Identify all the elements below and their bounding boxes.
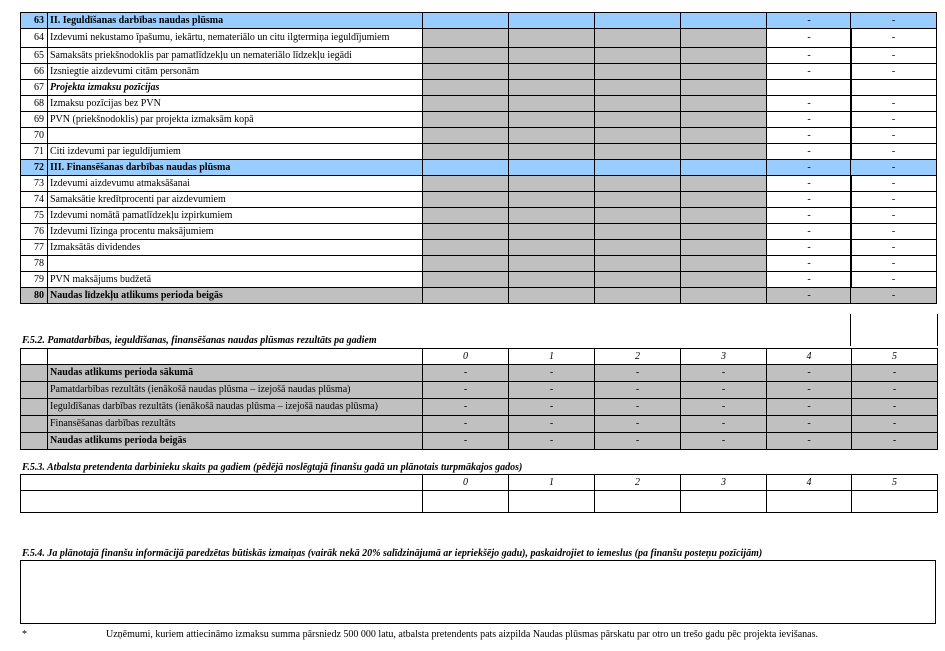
year-header: 2 <box>595 475 681 491</box>
row-label <box>48 128 423 144</box>
value-cell[interactable]: - <box>851 208 937 224</box>
value-cell[interactable] <box>681 80 767 96</box>
value-cell[interactable] <box>423 192 509 208</box>
year-header: 4 <box>767 475 852 491</box>
row-number <box>21 365 48 382</box>
value-cell[interactable]: - <box>767 416 852 433</box>
value-cell[interactable]: - <box>509 382 595 399</box>
table-row <box>851 80 937 96</box>
table-row <box>851 208 937 224</box>
f54-title: F.5.4. Ja plānotajā finanšu informācijā paredzētas būtiskās izmaiņas (vairāk nekā 20% salīdzinājumā ar iepriekšējo gadu), paskaidrojiet to iemeslus (pa finanšu posteņu pozīcijām) <box>22 548 763 559</box>
row-label: Izdevumi līzinga procentu maksājumiem <box>48 224 423 240</box>
value-cell[interactable] <box>595 112 681 128</box>
value-cell[interactable]: - <box>767 272 852 288</box>
value-cell[interactable] <box>595 224 681 240</box>
value-cell[interactable]: - <box>852 399 938 416</box>
value-cell[interactable] <box>423 224 509 240</box>
value-cell[interactable] <box>681 96 767 112</box>
value-cell[interactable] <box>595 13 681 29</box>
value-cell[interactable] <box>509 208 595 224</box>
value-cell[interactable] <box>509 176 595 192</box>
value-cell[interactable] <box>595 208 681 224</box>
value-cell[interactable] <box>509 64 595 80</box>
table-row <box>21 192 852 208</box>
value-cell[interactable] <box>595 144 681 160</box>
row-number: 74 <box>21 192 48 208</box>
value-cell[interactable] <box>681 272 767 288</box>
year-header: 0 <box>423 349 509 365</box>
table-row <box>851 192 937 208</box>
value-cell[interactable]: - <box>767 365 852 382</box>
row-number: 77 <box>21 240 48 256</box>
value-cell[interactable]: - <box>423 365 509 382</box>
table-row <box>21 365 938 382</box>
value-cell[interactable] <box>681 208 767 224</box>
row-label: Ieguldīšanas darbības rezultāts (ienākošā naudas plūsma – izejošā naudas plūsma) <box>48 399 423 416</box>
table-row <box>21 13 852 29</box>
value-cell[interactable] <box>509 96 595 112</box>
row-label: Samaksāts priekšnodoklis par pamatlīdzekļu un nemateriālo līdzekļu iegādi <box>48 48 423 64</box>
table-row <box>21 64 852 80</box>
value-cell[interactable] <box>509 288 595 304</box>
table-row <box>21 80 852 96</box>
value-cell[interactable]: - <box>851 192 937 208</box>
row-label: Izdevumi nomātā pamatlīdzekļu izpirkumiem <box>48 208 423 224</box>
value-cell[interactable] <box>681 128 767 144</box>
value-cell[interactable]: - <box>509 365 595 382</box>
table-row <box>21 256 852 272</box>
value-cell[interactable] <box>767 491 852 513</box>
value-cell[interactable] <box>423 80 509 96</box>
f52-title-right-box <box>850 314 938 346</box>
value-cell[interactable] <box>681 491 767 513</box>
value-cell[interactable]: - <box>423 416 509 433</box>
row-label: PVN (priekšnodoklis) par projekta izmaksām kopā <box>48 112 423 128</box>
row-label <box>48 256 423 272</box>
value-cell[interactable] <box>595 64 681 80</box>
value-cell[interactable]: - <box>852 416 938 433</box>
table-row <box>21 128 852 144</box>
value-cell[interactable]: - <box>509 416 595 433</box>
value-cell[interactable]: - <box>423 382 509 399</box>
value-cell[interactable] <box>509 256 595 272</box>
value-cell[interactable] <box>509 491 595 513</box>
row-label: Citi izdevumi par ieguldījumiem <box>48 144 423 160</box>
row-label: Projekta izmaksu pozīcijas <box>48 80 423 96</box>
table-row <box>21 48 852 64</box>
row-label: Izmaksātās dividendes <box>48 240 423 256</box>
row-number: 76 <box>21 224 48 240</box>
row-number: 73 <box>21 176 48 192</box>
value-cell[interactable]: - <box>423 399 509 416</box>
table-row <box>851 288 937 304</box>
value-cell[interactable] <box>681 288 767 304</box>
value-cell[interactable]: - <box>767 256 852 272</box>
value-cell[interactable]: - <box>767 64 852 80</box>
row-number: 71 <box>21 144 48 160</box>
value-cell[interactable]: - <box>767 288 852 304</box>
value-cell[interactable] <box>595 29 681 48</box>
value-cell[interactable] <box>509 160 595 176</box>
table-row <box>851 240 937 256</box>
value-cell[interactable]: - <box>851 288 937 304</box>
value-cell[interactable] <box>681 160 767 176</box>
value-cell[interactable] <box>423 29 509 48</box>
value-cell[interactable] <box>595 192 681 208</box>
table-row <box>21 176 852 192</box>
table-row <box>851 160 937 176</box>
value-cell[interactable]: - <box>851 128 937 144</box>
year-header: 5 <box>852 475 938 491</box>
value-cell[interactable] <box>681 48 767 64</box>
row-number: 67 <box>21 80 48 96</box>
row-label: Naudas līdzekļu atlikums perioda beigās <box>48 288 423 304</box>
f52-table <box>20 348 938 450</box>
table-row <box>851 256 937 272</box>
value-cell[interactable]: - <box>509 399 595 416</box>
row-label: Izdevumi nekustamo īpašumu, iekārtu, nemateriālo un citu ilgtermiņa ieguldījumiem <box>48 29 423 48</box>
value-cell[interactable]: - <box>851 240 937 256</box>
value-cell[interactable] <box>423 240 509 256</box>
value-cell[interactable]: - <box>852 433 938 450</box>
table-row <box>851 144 937 160</box>
row-number: 75 <box>21 208 48 224</box>
value-cell[interactable] <box>681 224 767 240</box>
row-label: Izmaksu pozīcijas bez PVN <box>48 96 423 112</box>
value-cell[interactable] <box>423 13 509 29</box>
table-row <box>851 112 937 128</box>
value-cell[interactable]: - <box>767 144 852 160</box>
value-cell[interactable] <box>681 29 767 48</box>
row-label: Pamatdarbības rezultāts (ienākošā naudas plūsma – izejošā naudas plūsma) <box>48 382 423 399</box>
value-cell[interactable]: - <box>767 112 852 128</box>
year-header: 0 <box>423 475 509 491</box>
value-cell[interactable]: - <box>852 365 938 382</box>
row-number <box>21 399 48 416</box>
table-row <box>21 433 938 450</box>
value-cell[interactable] <box>509 13 595 29</box>
value-cell[interactable]: - <box>767 433 852 450</box>
value-cell[interactable] <box>681 176 767 192</box>
value-cell[interactable]: - <box>509 433 595 450</box>
value-cell[interactable]: - <box>767 48 852 64</box>
row-number <box>21 416 48 433</box>
value-cell[interactable]: - <box>852 382 938 399</box>
table-row <box>21 240 852 256</box>
row-number <box>21 433 48 450</box>
value-cell[interactable]: - <box>851 48 937 64</box>
table-row <box>851 29 937 48</box>
value-cell[interactable]: - <box>851 160 937 176</box>
value-cell[interactable]: - <box>767 208 852 224</box>
value-cell[interactable]: - <box>767 29 852 48</box>
value-cell[interactable] <box>767 80 852 96</box>
year-header: 5 <box>852 349 938 365</box>
row-label: III. Finansēšanas darbības naudas plūsma <box>48 160 423 176</box>
value-cell[interactable] <box>681 112 767 128</box>
value-cell[interactable] <box>595 176 681 192</box>
row-label: Naudas atlikums perioda beigās <box>48 433 423 450</box>
row-number: 80 <box>21 288 48 304</box>
table-row <box>21 144 852 160</box>
row-label: II. Ieguldīšanas darbības naudas plūsma <box>48 13 423 29</box>
value-cell[interactable]: - <box>851 96 937 112</box>
table-row <box>21 272 852 288</box>
value-cell[interactable]: - <box>681 382 767 399</box>
cash-flow-table-year5-column <box>850 12 937 304</box>
value-cell[interactable] <box>509 240 595 256</box>
value-cell[interactable] <box>681 64 767 80</box>
table-row <box>21 29 852 48</box>
row-number: 64 <box>21 29 48 48</box>
header-blank <box>48 349 423 365</box>
value-cell[interactable] <box>509 224 595 240</box>
table-row <box>21 160 852 176</box>
table-row <box>21 224 852 240</box>
value-cell[interactable] <box>595 491 681 513</box>
value-cell[interactable] <box>509 128 595 144</box>
value-cell[interactable]: - <box>851 13 937 29</box>
value-cell[interactable] <box>509 112 595 128</box>
row-label: PVN maksājums budžetā <box>48 272 423 288</box>
row-number <box>21 382 48 399</box>
value-cell[interactable]: - <box>595 416 681 433</box>
value-cell[interactable] <box>423 176 509 192</box>
value-cell[interactable] <box>423 288 509 304</box>
value-cell[interactable]: - <box>595 399 681 416</box>
value-cell[interactable]: - <box>851 224 937 240</box>
value-cell[interactable]: - <box>767 382 852 399</box>
value-cell[interactable] <box>681 192 767 208</box>
row-number: 72 <box>21 160 48 176</box>
year-header: 1 <box>509 349 595 365</box>
value-cell[interactable] <box>681 256 767 272</box>
f54-text-area[interactable] <box>20 560 936 624</box>
value-cell[interactable] <box>423 112 509 128</box>
table-row <box>21 288 852 304</box>
table-row <box>21 112 852 128</box>
row-number: 63 <box>21 13 48 29</box>
row-number: 79 <box>21 272 48 288</box>
footnote-text: Uzņēmumi, kuriem attiecināmo izmaksu summa pārsniedz 500 000 latu, atbalsta pretendents pats aizpilda Naudas plūsmas pārskatu par otro un trešo gadu pēc projekta ievišanas. <box>106 629 819 640</box>
value-cell[interactable] <box>423 491 509 513</box>
value-cell[interactable] <box>509 272 595 288</box>
row-number: 66 <box>21 64 48 80</box>
table-row <box>851 176 937 192</box>
footnote-mark: * <box>22 629 27 640</box>
value-cell[interactable]: - <box>851 272 937 288</box>
header-blank <box>21 475 423 491</box>
year-header: 3 <box>681 349 767 365</box>
value-cell[interactable]: - <box>767 399 852 416</box>
value-cell[interactable] <box>423 208 509 224</box>
value-cell[interactable]: - <box>595 433 681 450</box>
header-blank <box>21 349 48 365</box>
row-label <box>21 491 423 513</box>
value-cell[interactable]: - <box>595 382 681 399</box>
value-cell[interactable] <box>595 96 681 112</box>
value-cell[interactable] <box>423 144 509 160</box>
row-number: 69 <box>21 112 48 128</box>
row-label: Naudas atlikums perioda sākumā <box>48 365 423 382</box>
value-cell[interactable] <box>595 240 681 256</box>
value-cell[interactable] <box>423 128 509 144</box>
year-header: 2 <box>595 349 681 365</box>
value-cell[interactable]: - <box>681 365 767 382</box>
year-header: 1 <box>509 475 595 491</box>
value-cell[interactable]: - <box>851 112 937 128</box>
value-cell[interactable] <box>423 48 509 64</box>
value-cell[interactable] <box>423 160 509 176</box>
value-cell[interactable]: - <box>767 96 852 112</box>
table-row <box>21 416 938 433</box>
value-cell[interactable]: - <box>767 13 852 29</box>
table-row <box>21 399 938 416</box>
cash-flow-table <box>20 12 852 304</box>
row-label: Samaksātie kredītprocenti par aizdevumiem <box>48 192 423 208</box>
value-cell[interactable]: - <box>681 433 767 450</box>
value-cell[interactable] <box>595 272 681 288</box>
value-cell[interactable]: - <box>767 160 852 176</box>
f53-table <box>20 474 938 513</box>
table-row <box>21 382 938 399</box>
year-header: 4 <box>767 349 852 365</box>
value-cell[interactable] <box>595 256 681 272</box>
table-row <box>851 128 937 144</box>
table-row <box>851 96 937 112</box>
value-cell[interactable] <box>595 128 681 144</box>
table-row <box>851 64 937 80</box>
value-cell[interactable]: - <box>767 176 852 192</box>
value-cell[interactable]: - <box>681 399 767 416</box>
table-row <box>851 13 937 29</box>
row-label: Finansēšanas darbības rezultāts <box>48 416 423 433</box>
row-label: Izdevumi aizdevumu atmaksāšanai <box>48 176 423 192</box>
f52-title: F.5.2. Pamatdarbības, ieguldīšanas, finansēšanas naudas plūsmas rezultāts pa gadiem <box>22 335 377 346</box>
value-cell[interactable] <box>681 144 767 160</box>
value-cell[interactable] <box>595 160 681 176</box>
value-cell[interactable] <box>509 48 595 64</box>
value-cell[interactable] <box>509 80 595 96</box>
table-row <box>851 224 937 240</box>
value-cell[interactable] <box>595 80 681 96</box>
value-cell[interactable]: - <box>767 192 852 208</box>
value-cell[interactable] <box>423 96 509 112</box>
value-cell[interactable]: - <box>423 433 509 450</box>
value-cell[interactable]: - <box>851 29 937 48</box>
value-cell[interactable]: - <box>681 416 767 433</box>
value-cell[interactable]: - <box>767 128 852 144</box>
table-row <box>851 48 937 64</box>
value-cell[interactable] <box>509 144 595 160</box>
row-number: 65 <box>21 48 48 64</box>
table-row <box>21 208 852 224</box>
row-label: Izsniegtie aizdevumi citām personām <box>48 64 423 80</box>
row-number: 70 <box>21 128 48 144</box>
value-cell[interactable]: - <box>851 64 937 80</box>
table-row <box>21 96 852 112</box>
row-number: 68 <box>21 96 48 112</box>
value-cell[interactable]: - <box>767 240 852 256</box>
row-number: 78 <box>21 256 48 272</box>
value-cell[interactable] <box>423 256 509 272</box>
value-cell[interactable] <box>851 80 937 96</box>
value-cell[interactable]: - <box>851 176 937 192</box>
value-cell[interactable] <box>509 192 595 208</box>
value-cell[interactable] <box>423 64 509 80</box>
value-cell[interactable] <box>509 29 595 48</box>
f53-title: F.5.3. Atbalsta pretendenta darbinieku skaits pa gadiem (pēdējā noslēgtajā finanšu gadā un plānotais turpmākajos gados) <box>22 462 523 473</box>
value-cell[interactable]: - <box>595 365 681 382</box>
f52-header-row <box>21 349 938 365</box>
value-cell[interactable] <box>595 48 681 64</box>
value-cell[interactable] <box>423 272 509 288</box>
value-cell[interactable]: - <box>851 144 937 160</box>
value-cell[interactable] <box>681 240 767 256</box>
value-cell[interactable] <box>595 288 681 304</box>
year-header: 3 <box>681 475 767 491</box>
table-row <box>851 272 937 288</box>
value-cell[interactable]: - <box>767 224 852 240</box>
value-cell[interactable] <box>681 13 767 29</box>
value-cell[interactable]: - <box>851 256 937 272</box>
value-cell[interactable] <box>852 491 938 513</box>
